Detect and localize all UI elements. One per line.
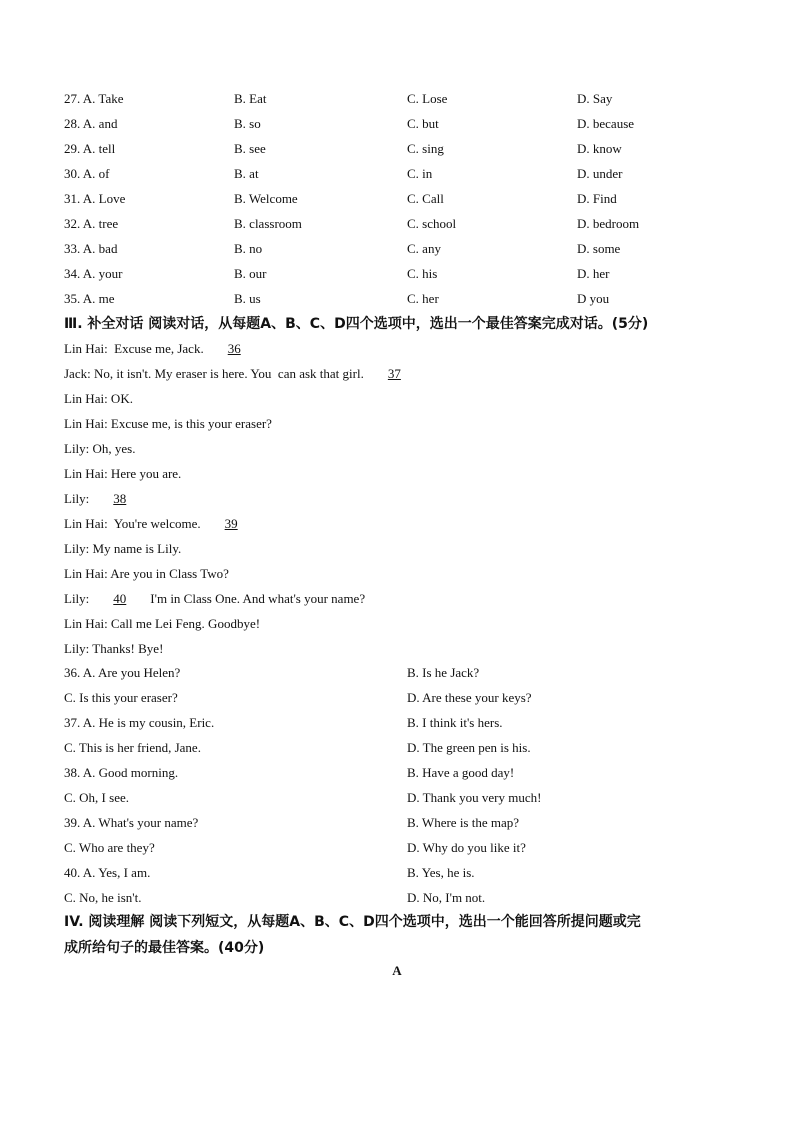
option-c: C. but [407,116,439,131]
dialogue-line [64,339,754,359]
option-left: 36. A. Are you Helen? [64,665,181,680]
dialogue-text: Lin Hai: Excuse me, Jack. [64,341,211,356]
option-row-35 [64,289,754,309]
option-left: C. Is this your eraser? [64,690,178,705]
option-c: C. any [407,241,441,256]
passage-label: A [392,963,402,978]
option-b: B. Eat [234,91,267,106]
dialogue-line [64,564,754,584]
option-left: 38. A. Good morning. [64,765,179,780]
dialogue-line [64,614,754,634]
option-left: C. This is her friend, Jane. [64,740,201,755]
section-4-heading-line-2: 成所给句子的最佳答案。(40分) [64,940,265,956]
dialogue-line [64,464,754,484]
dialogue-text: Lin Hai: Are you in Class Two? [64,566,229,581]
option-b: B. no [234,241,263,256]
option-d: D. bedroom [577,216,640,231]
dialogue-line [64,389,754,409]
option-row [64,663,754,683]
section-3-heading: Ⅲ. 补全对话 阅读对话，从每题A、B、C、D四个选项中，选出一个最佳答案完成对话。(5分) [64,316,649,332]
option-b: B. classroom [234,216,302,231]
option-left: 37. A. He is my cousin, Eric. [64,715,215,730]
blank-39: 39 [224,516,238,531]
option-c: C. school [407,216,457,231]
option-a: 34. A. your [64,266,123,281]
dialogue-line [64,414,754,434]
dialogue-line [64,364,754,384]
dialogue-line [64,439,754,459]
option-row-31 [64,189,754,209]
option-d: D. her [577,266,610,281]
option-a: 27. A. Take [64,91,124,106]
dialogue-line [64,589,754,609]
option-row-30 [64,164,754,184]
option-b: B. our [234,266,267,281]
dialogue-text-after: I'm in Class One. And what's your name? [143,591,366,606]
option-row-32 [64,214,754,234]
dialogue-text: Lin Hai: You're welcome. [64,516,208,531]
dialogue-line [64,489,754,509]
option-d: D. know [577,141,622,156]
dialogue-text: Lily: Thanks! Bye! [64,641,164,656]
option-b: B. at [234,166,259,181]
dialogue-text: Lin Hai: Call me Lei Feng. Goodbye! [64,616,261,631]
option-c: C. his [407,266,438,281]
dialogue-text: Lily: Oh, yes. [64,441,136,456]
option-d: D. Say [577,91,613,106]
option-left: C. No, he isn't. [64,890,142,905]
blank-38: 38 [113,491,127,506]
option-a: 29. A. tell [64,141,116,156]
option-row-33 [64,239,754,259]
option-left: C. Who are they? [64,840,155,855]
option-row [64,788,754,808]
option-left: 40. A. Yes, I am. [64,865,151,880]
option-b: B. Welcome [234,191,298,206]
dialogue-text: Jack: No, it isn't. My eraser is here. You can ask that girl. [64,366,371,381]
option-right: D. Are these your keys? [407,690,532,705]
dialogue-text: Lin Hai: Here you are. [64,466,182,481]
blank-36: 36 [227,341,241,356]
option-right: D. No, I'm not. [407,890,486,905]
dialogue-text: Lin Hai: OK. [64,391,133,406]
option-left: 39. A. What's your name? [64,815,199,830]
option-a: 32. A. tree [64,216,119,231]
option-b: B. us [234,291,261,306]
dialogue-line [64,514,754,534]
option-a: 30. A. of [64,166,110,181]
option-a: 31. A. Love [64,191,126,206]
option-right: B. I think it's hers. [407,715,503,730]
option-row [64,763,754,783]
option-c: C. her [407,291,439,306]
section-4-heading-line-1: IV. 阅读理解 阅读下列短文，从每题A、B、C、D四个选项中，选出一个能回答所提问题或完 [64,914,641,930]
option-c: C. Call [407,191,444,206]
option-row [64,713,754,733]
option-d: D you [577,291,610,306]
option-row-34 [64,264,754,284]
option-c: C. in [407,166,433,181]
option-c: C. Lose [407,91,448,106]
dialogue-line [64,539,754,559]
dialogue-text: Lin Hai: Excuse me, is this your eraser? [64,416,272,431]
option-row [64,838,754,858]
option-left: C. Oh, I see. [64,790,129,805]
option-a: 33. A. bad [64,241,118,256]
option-right: D. Why do you like it? [407,840,526,855]
option-right: B. Have a good day! [407,765,515,780]
option-d: D. some [577,241,621,256]
option-right: D. The green pen is his. [407,740,531,755]
option-row [64,863,754,883]
option-row [64,738,754,758]
option-d: D. Find [577,191,617,206]
option-row-29 [64,139,754,159]
option-right: B. Yes, he is. [407,865,475,880]
option-right: B. Is he Jack? [407,665,480,680]
option-row [64,888,754,908]
dialogue-line [64,639,754,659]
option-a: 28. A. and [64,116,118,131]
option-row-27 [64,89,754,109]
dialogue-text: Lily: [64,591,96,606]
option-c: C. sing [407,141,444,156]
option-b: B. see [234,141,266,156]
option-b: B. so [234,116,261,131]
dialogue-text: Lily: My name is Lily. [64,541,182,556]
option-right: B. Where is the map? [407,815,520,830]
option-d: D. under [577,166,623,181]
option-row [64,813,754,833]
blank-40: 40 [113,591,127,606]
blank-37: 37 [387,366,401,381]
option-d: D. because [577,116,635,131]
option-a: 35. A. me [64,291,115,306]
option-right: D. Thank you very much! [407,790,542,805]
dialogue-text: Lily: [64,491,96,506]
option-row [64,688,754,708]
option-row-28 [64,114,754,134]
